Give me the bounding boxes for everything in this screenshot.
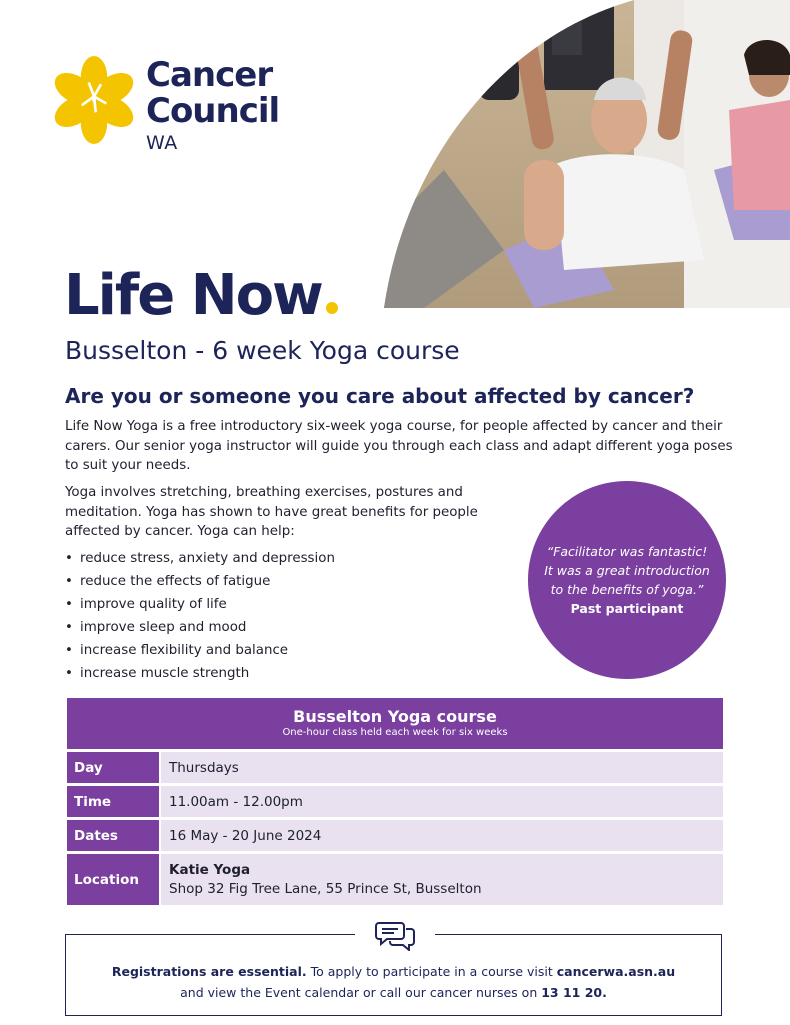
registration-bold: Registrations are essential.	[111, 964, 307, 979]
cancer-council-logo	[50, 52, 280, 162]
row-value-time: 11.00am - 12.00pm	[161, 786, 723, 817]
daffodil-icon	[50, 56, 138, 144]
row-label-location: Location	[67, 854, 159, 905]
registration-phone[interactable]: 13 11 20.	[541, 985, 607, 1000]
table-row	[67, 786, 723, 817]
course-subtitle: One-hour class held each week for six weeks	[282, 727, 508, 738]
row-label-time: Time	[67, 786, 159, 817]
logo-text-cancer: Cancer	[146, 55, 273, 95]
row-value-location	[161, 854, 723, 905]
row-value-dates: 16 May - 20 June 2024	[161, 820, 723, 851]
testimonial-author: Past participant	[570, 601, 684, 616]
course-title: Busselton Yoga course	[293, 707, 497, 726]
testimonial-text: “Facilitator was fantastic! It was a great introduction to the benefits of yoga.”	[544, 544, 710, 597]
testimonial-circle	[528, 481, 726, 679]
page-subtitle: Busselton - 6 week Yoga course	[65, 336, 460, 365]
registration-link[interactable]: cancerwa.asn.au	[556, 964, 676, 979]
title-dot-icon	[326, 302, 338, 314]
benefits-list	[65, 547, 335, 685]
list-item: • reduce the effects of fatigue	[65, 570, 335, 593]
table-row	[67, 854, 723, 905]
yoga-photo-illustration	[384, 0, 790, 308]
yoga-paragraph: Yoga involves stretching, breathing exercises, postures and meditation. Yoga has shown to have great benefits for people affected by cancer. Yoga can help:	[65, 485, 478, 539]
course-table	[67, 698, 723, 905]
row-value-day: Thursdays	[161, 752, 723, 783]
page-title	[64, 263, 338, 328]
registration-text2: and view the Event calendar or call our cancer nurses on	[180, 985, 542, 1000]
list-item: • reduce stress, anxiety and depression	[65, 547, 335, 570]
list-item: • improve sleep and mood	[65, 616, 335, 639]
chat-bubbles-icon	[355, 917, 435, 953]
list-item: • increase flexibility and balance	[65, 639, 335, 662]
logo-text-council: Council	[146, 91, 280, 131]
table-row	[67, 752, 723, 783]
chat-bubbles-svg	[375, 919, 415, 951]
section-question: Are you or someone you care about affected by cancer?	[65, 384, 695, 408]
location-name: Katie Yoga	[169, 861, 251, 878]
row-label-day: Day	[67, 752, 159, 783]
list-item: • increase muscle strength	[65, 662, 335, 685]
intro-paragraph: Life Now Yoga is a free introductory six-week yoga course, for people affected by cancer and their carers. Our senior yoga instructor will guide you through each class and adapt different yoga poses to suit your needs.	[65, 419, 733, 473]
yoga-class-photo	[384, 0, 790, 308]
registration-text	[66, 961, 721, 1003]
row-label-dates: Dates	[67, 820, 159, 851]
registration-text1: To apply to participate in a course visit	[306, 964, 557, 979]
list-item: • improve quality of life	[65, 593, 335, 616]
page-title-text: Life Now	[64, 263, 322, 328]
location-address: Shop 32 Fig Tree Lane, 55 Prince St, Busselton	[169, 880, 482, 897]
logo-text-wa: WA	[146, 132, 178, 154]
table-row	[67, 820, 723, 851]
course-table-header	[67, 698, 723, 749]
